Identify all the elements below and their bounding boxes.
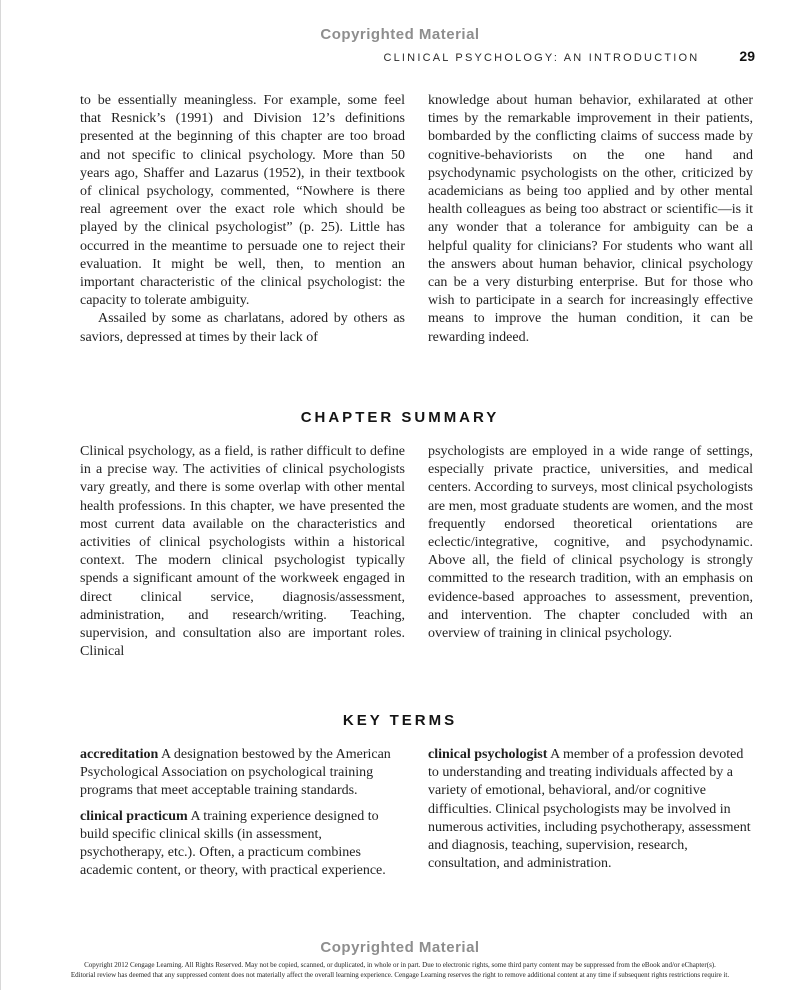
page-number: 29 [739, 48, 755, 64]
key-terms-left-column [80, 746, 405, 880]
copyrighted-material-watermark-bottom: Copyrighted Material [320, 939, 480, 956]
intro-section [80, 92, 753, 347]
key-terms-section [80, 746, 753, 880]
key-term-name: accreditation [80, 747, 159, 762]
key-term-entry-accreditation [80, 746, 405, 801]
key-term-entry-clinical-psychologist [428, 746, 753, 873]
key-term-name: clinical practicum [80, 808, 188, 824]
key-term-definition: A member of a profession devoted to understanding and treating individuals affected by a variety of emotional, behavioral, and/or cognitive difficulties. Clinical psychologists may be involved in numerous activities, including psychotherapy, assessment and diagnosis, teaching, supervision, research, consultation, and administration. [428, 747, 751, 872]
key-term-definition: A designation bestowed by the American Psychological Association on psychological training programs that meet acceptable training standards. [80, 747, 391, 799]
summary-paragraph-left: Clinical psychology, as a field, is rather difficult to define in a precise way. The activities of clinical psychologists vary greatly, and there is some overlap with other mental health professions. In this chapter, we have presented the most current data available on the characteristics and activities of clinical psychologists within a historical context. The modern clinical psychologist typically spends a significant amount of the workweek engaged in direct clinical service, diagnosis/assessment, administration, and research/writing. Teaching, supervision, and consultation also are important roles. Clinical [80, 444, 405, 660]
key-term-name: clinical psychologist [428, 747, 548, 762]
intro-left-column [80, 92, 405, 347]
chapter-summary-heading: CHAPTER SUMMARY [300, 409, 500, 426]
intro-right-column [428, 92, 753, 347]
chapter-summary-section [80, 443, 753, 661]
copyright-fineprint-line1: Copyright 2012 Cengage Learning. All Rights Reserved. May not be copied, scanned, or duplicated, in whole or in part. Due to electronic rights, some third party content may be suppressed from the eBook and/or eChapter(s). [84, 961, 716, 969]
intro-paragraph-continuation: to be essentially meaningless. For example, some feel that Resnick’s (1991) and Division 12’s definitions presented at the beginning of this chapter are too broad and not specific to clinical psychology. More than 50 years ago, Shaffer and Lazarus (1952), in their textbook of clinical psychology, commented, “Nowhere is there real agreement over the exact role which should be played by the clinical psychologist” (p. 25). Little has occurred in the meantime to persuade one to reject their evaluation. It might be well, then, to mention an important characteristic of the clinical psychologist: the capacity to tolerate ambiguity. [80, 93, 405, 309]
copyright-fineprint-line2: Editorial review has deemed that any suppressed content does not materially affect the overall learning experience. Cengage Learning reserves the right to remove additional content at any time if subsequent rights restrictions require it. [70, 971, 730, 979]
intro-paragraph-assailed: Assailed by some as charlatans, adored by others as saviors, depressed at times by their lack of [80, 311, 405, 345]
running-head-title: CLINICAL PSYCHOLOGY: AN INTRODUCTION [383, 52, 700, 64]
running-head-row [383, 48, 755, 64]
summary-paragraph-right: psychologists are employed in a wide range of settings, especially private practice, universities, and medical centers. According to surveys, most clinical psychologists are men, most graduate students are women, and the most frequently endorsed theoretical orientations are eclectic/integrative, cognitive, and psychodynamic. Above all, the field of clinical psychology is strongly committed to the research tradition, with an emphasis on evidence-based approaches to assessment, prevention, and intervention. The chapter concluded with an overview of training in clinical psychology. [428, 444, 753, 642]
copyrighted-material-watermark-top: Copyrighted Material [320, 26, 480, 43]
key-term-entry-clinical-practicum [80, 808, 405, 881]
summary-right-column [428, 443, 753, 661]
scan-edge-line [0, 0, 1, 990]
summary-left-column [80, 443, 405, 661]
key-terms-right-column [428, 746, 753, 880]
key-terms-heading: KEY TERMS [342, 712, 458, 729]
key-term-definition: A training experience designed to build specific clinical skills (in assessment, psychotherapy, etc.). Often, a practicum combines academic content, or theory, with practical experience. [80, 808, 386, 879]
intro-paragraph-right: knowledge about human behavior, exhilarated at other times by the remarkable improvement in their patients, bombarded by the conflicting claims of success made by cognitive-behaviorists on the one hand and psychodynamic psychologists on the other, criticized by academicians as being too applied and by other mental health colleagues as being too abstract or scientific—is it any wonder that a tolerance for ambiguity can be a helpful quality for clinicians? For students who want all the answers about human behavior, clinical psychology can be a very disturbing enterprise. But for those who wish to participate in a search for increasingly effective means to improve the human condition, it can be rewarding indeed. [428, 93, 753, 345]
copyright-fineprint [18, 960, 782, 980]
